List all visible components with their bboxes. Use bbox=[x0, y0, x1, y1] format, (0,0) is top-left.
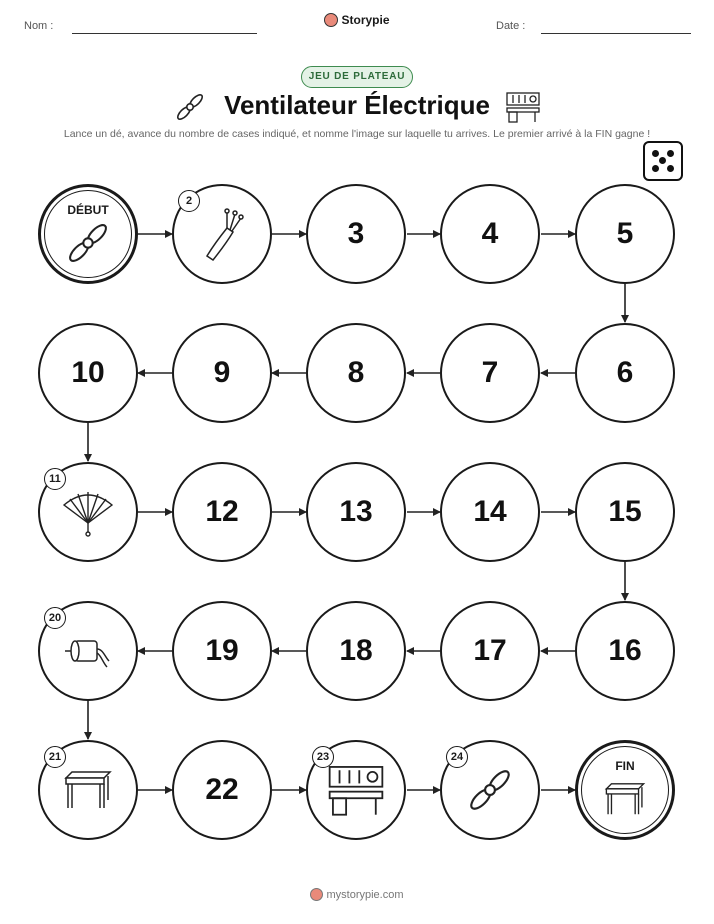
board-cell-12 bbox=[172, 462, 272, 562]
footer-url[interactable]: mystorypie.com bbox=[326, 889, 404, 901]
board-cell-9 bbox=[172, 323, 272, 423]
board-cell-13 bbox=[306, 462, 406, 562]
board-cell-7 bbox=[440, 323, 540, 423]
table-icon bbox=[62, 768, 114, 812]
propeller-icon bbox=[66, 221, 110, 265]
cell-number: 12 bbox=[205, 495, 239, 528]
name-label: Nom : bbox=[24, 20, 54, 32]
propeller-icon bbox=[467, 767, 513, 813]
footer bbox=[0, 888, 714, 901]
board-cell-18 bbox=[306, 601, 406, 701]
cell-number: 21 bbox=[44, 746, 66, 768]
board-cell-20 bbox=[38, 601, 138, 701]
cell-number: 23 bbox=[312, 746, 334, 768]
board-cell-16 bbox=[575, 601, 675, 701]
cell-number: 14 bbox=[473, 495, 507, 528]
board-cell-15 bbox=[575, 462, 675, 562]
board-cell-11 bbox=[38, 462, 138, 562]
board-cell-2 bbox=[172, 184, 272, 284]
cell-number: 22 bbox=[205, 773, 239, 806]
cell-number: 6 bbox=[616, 356, 634, 389]
board-cell-21 bbox=[38, 740, 138, 840]
board-cell-23 bbox=[306, 740, 406, 840]
board-cell-4 bbox=[440, 184, 540, 284]
cell-number: 3 bbox=[347, 217, 365, 250]
cell-number: 11 bbox=[44, 468, 66, 490]
board-cell-end bbox=[575, 740, 675, 840]
cell-number: 24 bbox=[446, 746, 468, 768]
cell-number: 19 bbox=[205, 634, 239, 667]
board-cell-17 bbox=[440, 601, 540, 701]
cell-number: 10 bbox=[71, 356, 105, 389]
workbench-icon bbox=[324, 762, 388, 818]
board-cell-14 bbox=[440, 462, 540, 562]
page-title: Ventilateur Électrique bbox=[224, 90, 490, 120]
cell-number: 15 bbox=[608, 495, 642, 528]
board-cell-5 bbox=[575, 184, 675, 284]
cell-number: 16 bbox=[608, 634, 642, 667]
cell-number: 4 bbox=[481, 217, 499, 250]
game-type-badge: JEU DE PLATEAU bbox=[301, 66, 413, 88]
wires-icon bbox=[197, 206, 247, 262]
start-label: DÉBUT bbox=[67, 203, 109, 217]
cell-number: 20 bbox=[44, 607, 66, 629]
cell-number: 17 bbox=[473, 634, 507, 667]
storypie-logo-icon bbox=[310, 888, 323, 901]
board-cell-10 bbox=[38, 323, 138, 423]
cell-number: 5 bbox=[616, 217, 634, 250]
table-icon bbox=[603, 780, 647, 818]
cell-number: 7 bbox=[481, 356, 499, 389]
cell-number: 9 bbox=[213, 356, 231, 389]
board-cell-8 bbox=[306, 323, 406, 423]
cell-number: 13 bbox=[339, 495, 373, 528]
board-cell-24 bbox=[440, 740, 540, 840]
board-cell-3 bbox=[306, 184, 406, 284]
board-cell-6 bbox=[575, 323, 675, 423]
instructions: Lance un dé, avance du nombre de cases indiqué, et nomme l'image sur laquelle tu arrives. Le premier arrivé à la FIN gagne ! bbox=[63, 128, 651, 140]
cell-number: 18 bbox=[339, 634, 373, 667]
cell-number: 2 bbox=[178, 190, 200, 212]
board-cell-22 bbox=[172, 740, 272, 840]
board-cell-19 bbox=[172, 601, 272, 701]
brand-name: Storypie bbox=[341, 13, 390, 27]
board-cell-start bbox=[38, 184, 138, 284]
date-label: Date : bbox=[496, 20, 526, 32]
cell-number: 8 bbox=[347, 356, 365, 389]
end-label: FIN bbox=[615, 759, 635, 773]
hand-fan-icon bbox=[60, 487, 116, 537]
motor-icon bbox=[63, 631, 113, 671]
